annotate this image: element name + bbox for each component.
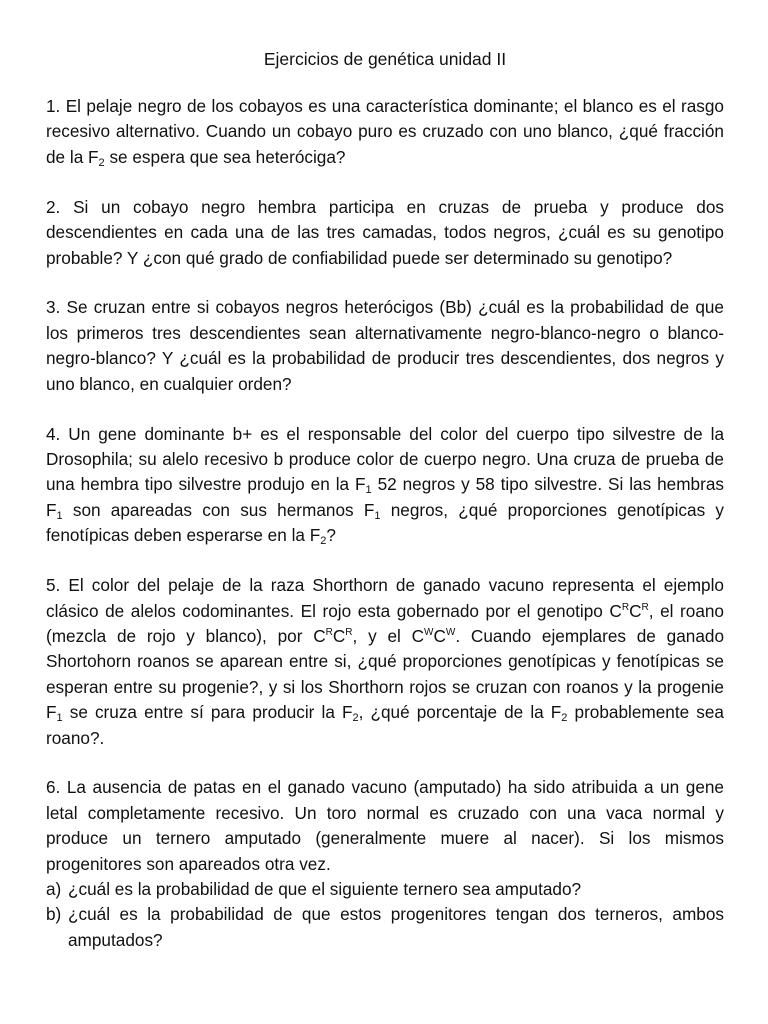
subitem-label: a) [46,879,62,900]
subitem-label: b) [46,904,62,925]
subitem-a [46,877,724,902]
page-title: Ejercicios de genética unidad II [263,49,507,69]
question-2: 2. Si un cobayo negro hembra participa en cruzas de prueba y produce dos descendientes en cada una de las tres camadas, todos negros, ¿cuál es su genotipo probable? Y ¿con qué grado de confiabilidad puede ser determinado su genotipo? [46,196,724,268]
question-5: 5. El color del pelaje de la raza Shorthorn de ganado vacuno representa el ejemplo clásico de alelos codominantes. El rojo esta gobernado por el genotipo $C^RC^R$, el roano (mezcla de rojo y blanco), por $C^RC^R$, y el $C^WC^W$. Cuando ejemplares de ganado Shortohorn roanos se aparean entre si, ¿qué proporciones genotípicas y fenotípicas se esperan entre su progenie?, y si los Shorthorn rojos se cruzan con roanos y la progenie $F_1$ se cruza entre sí para producir la $F_2$, ¿qué porcentaje de la $F_2$ probablemente sea roano?. [46,575,725,748]
question-3: 3. Se cruzan entre si cobayos negros heterócigos (Bb) ¿cuál es la probabilidad de que los primeros tres descendientes sean alternativamente negro-blanco-negro o blanco-negro-blanco? Y ¿cuál es la probabilidad de producir tres descendientes, dos negros y uno blanco, en cualquier orden? [46,297,724,394]
question-6 [46,775,724,953]
subitem-text: ¿cuál es la probabilidad de que estos progenitores tengan dos terneros, ambos amputados? [68,904,724,950]
question-4: 4. Un gene dominante b+ es el responsable del color del cuerpo tipo silvestre de la Drosophila; su alelo recesivo b produce color de cuerpo negro. Una cruza de prueba de una hembra tipo silvestre produjo en la $F_1$ 52 negros y 58 tipo silvestre. Si las hembras $F_1$ son apareadas con sus hermanos $F_1$ negros, ¿qué proporciones genotípicas y fenotípicas deben esperarse en la $F_2$? [46,423,724,548]
question-6-text: 6. La ausencia de patas en el ganado vacuno (amputado) ha sido atribuida a un gene letal completamente recesivo. Un toro normal es cruzado con una vaca normal y produce un ternero amputado (generalmente muere al nacer). Si los mismos progenitores son apareados otra vez. [46,777,724,874]
subitem-text: ¿cuál es la probabilidad de que el siguiente ternero sea amputado? [68,879,582,900]
question-1: 1. El pelaje negro de los cobayos es una característica dominante; el blanco es el rasgo recesivo alternativo. Cuando un cobayo puro es cruzado con uno blanco, ¿qué fracción de la $F_2$ se espera que sea heteróciga? [46,96,724,169]
subitem-b [46,902,724,953]
question-6-subitems [46,877,724,953]
